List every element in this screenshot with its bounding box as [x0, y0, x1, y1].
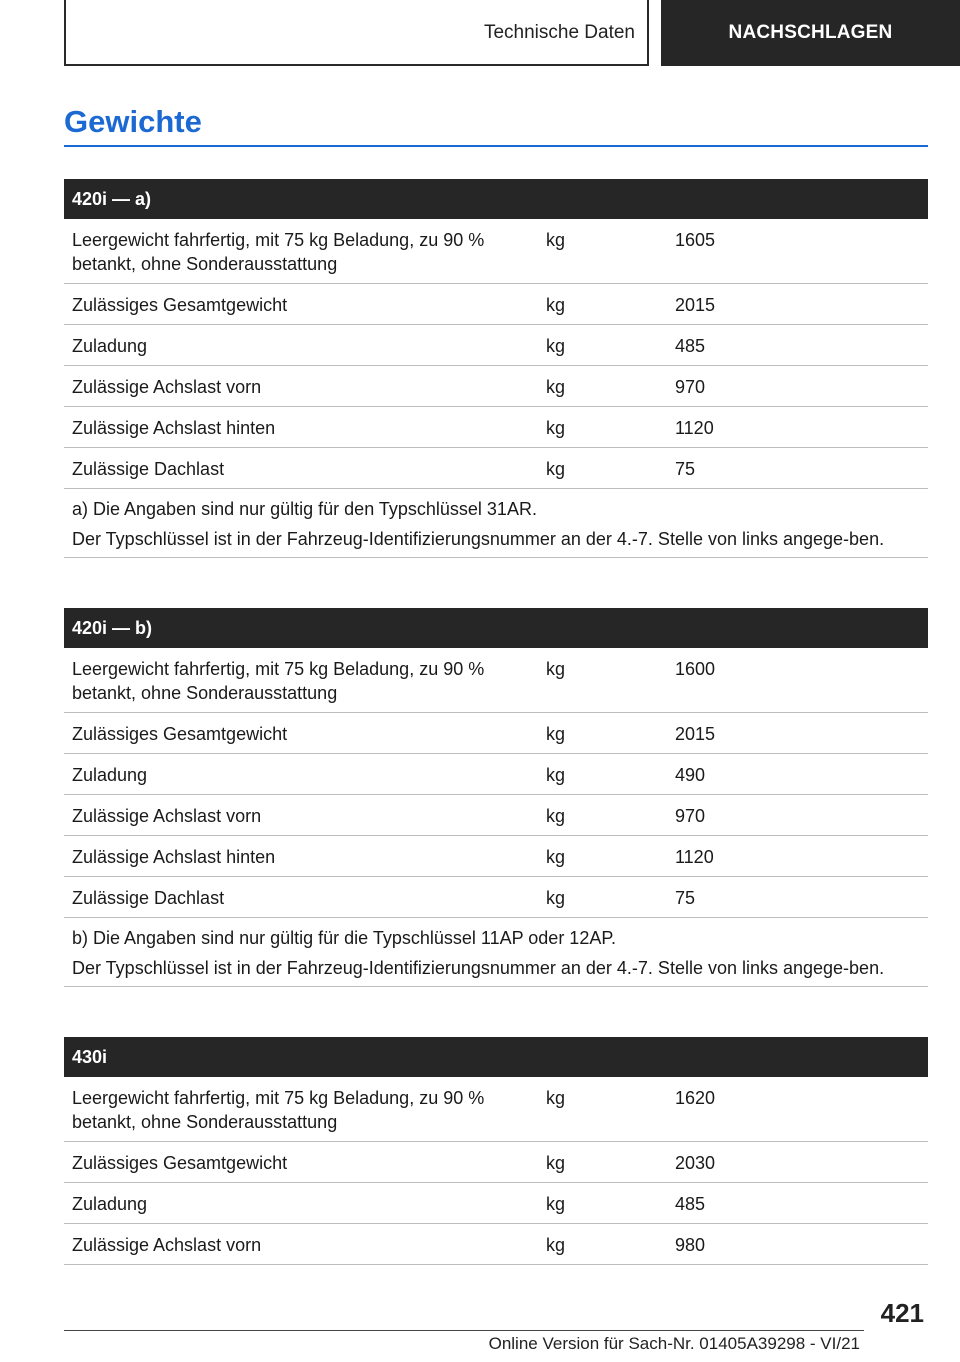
row-label: Zulässiges Gesamtgewicht [72, 295, 288, 315]
row-unit: kg [546, 295, 566, 315]
table-row [64, 795, 928, 836]
row-value: 485 [675, 336, 706, 356]
table-row [64, 1077, 928, 1142]
row-unit: kg [546, 336, 566, 356]
page-number: 421 [880, 1298, 924, 1328]
table-row [64, 407, 928, 448]
row-label: Leergewicht fahrfertig, mit 75 kg Beladung, zu 90 % betankt, ohne Sonderausstattung [72, 659, 485, 703]
table-row [64, 713, 928, 754]
table-row [64, 448, 928, 489]
row-unit: kg [546, 765, 566, 785]
table-row [64, 754, 928, 795]
footer-divider [64, 1330, 864, 1331]
row-value: 2015 [675, 295, 716, 315]
row-unit: kg [546, 230, 566, 250]
row-unit: kg [546, 806, 566, 826]
table-row [64, 836, 928, 877]
row-unit: kg [546, 377, 566, 397]
title-divider [64, 145, 928, 147]
row-label: Zulässige Achslast vorn [72, 377, 262, 397]
table-row [64, 366, 928, 407]
row-value: 75 [675, 459, 696, 479]
weights-table-420i-a [64, 179, 928, 558]
row-unit: kg [546, 1194, 566, 1214]
header-section: Technische Daten [483, 22, 635, 43]
table-heading: 420i — b) [64, 608, 928, 648]
row-unit: kg [546, 659, 566, 679]
row-label: Zulässige Dachlast [72, 459, 225, 479]
footnote-line: b) Die Angaben sind nur gültig für die Typschlüssel 11AP oder 12AP. [72, 928, 617, 948]
row-unit: kg [546, 1235, 566, 1255]
header-chapter-tab[interactable]: NACHSCHLAGEN [661, 0, 960, 66]
table-row [64, 325, 928, 366]
weights-table-430i [64, 1037, 928, 1265]
table-heading: 420i — a) [64, 179, 928, 219]
footer-version-text: Online Version für Sach-Nr. 01405A39298 - VI/21 [488, 1334, 860, 1353]
weights-table-420i-b [64, 608, 928, 987]
row-value: 1620 [675, 1088, 716, 1108]
row-label: Zulässige Achslast vorn [72, 806, 262, 826]
row-unit: kg [546, 1153, 566, 1173]
footnote-line: Der Typschlüssel ist in der Fahrzeug-Identifizierungsnummer an der 4.-7. Stelle von links angege-ben. [72, 529, 885, 549]
row-unit: kg [546, 1088, 566, 1108]
row-label: Leergewicht fahrfertig, mit 75 kg Beladung, zu 90 % betankt, ohne Sonderausstattung [72, 1088, 485, 1132]
row-value: 1600 [675, 659, 716, 679]
page-header [64, 0, 960, 66]
row-label: Zuladung [72, 765, 148, 785]
row-label: Leergewicht fahrfertig, mit 75 kg Beladung, zu 90 % betankt, ohne Sonderausstattung [72, 230, 485, 274]
table-footnote [64, 918, 928, 987]
row-label: Zulässiges Gesamtgewicht [72, 1153, 288, 1173]
row-label: Zulässige Achslast vorn [72, 1235, 262, 1255]
row-value: 75 [675, 888, 696, 908]
table-row [64, 648, 928, 713]
row-label: Zuladung [72, 1194, 148, 1214]
table-row [64, 1224, 928, 1265]
row-value: 485 [675, 1194, 706, 1214]
table-row [64, 284, 928, 325]
row-unit: kg [546, 888, 566, 908]
row-value: 970 [675, 377, 706, 397]
row-unit: kg [546, 724, 566, 744]
table-row [64, 219, 928, 284]
row-label: Zulässige Achslast hinten [72, 847, 276, 867]
row-label: Zulässige Dachlast [72, 888, 225, 908]
row-label: Zulässiges Gesamtgewicht [72, 724, 288, 744]
page-title: Gewichte [64, 104, 202, 139]
footnote-line: a) Die Angaben sind nur gültig für den Typschlüssel 31AR. [72, 499, 537, 519]
table-footnote [64, 489, 928, 558]
row-value: 490 [675, 765, 706, 785]
table-row [64, 1142, 928, 1183]
row-value: 2030 [675, 1153, 716, 1173]
row-value: 2015 [675, 724, 716, 744]
table-row [64, 1183, 928, 1224]
row-value: 970 [675, 806, 706, 826]
footnote-line: Der Typschlüssel ist in der Fahrzeug-Identifizierungsnummer an der 4.-7. Stelle von links angege-ben. [72, 958, 885, 978]
row-label: Zuladung [72, 336, 148, 356]
row-unit: kg [546, 459, 566, 479]
row-value: 1120 [675, 847, 714, 867]
table-row [64, 877, 928, 918]
row-value: 980 [675, 1235, 706, 1255]
row-unit: kg [546, 418, 566, 438]
table-heading: 430i [64, 1037, 928, 1077]
row-label: Zulässige Achslast hinten [72, 418, 276, 438]
row-value: 1605 [675, 230, 716, 250]
row-unit: kg [546, 847, 566, 867]
row-value: 1120 [675, 418, 714, 438]
